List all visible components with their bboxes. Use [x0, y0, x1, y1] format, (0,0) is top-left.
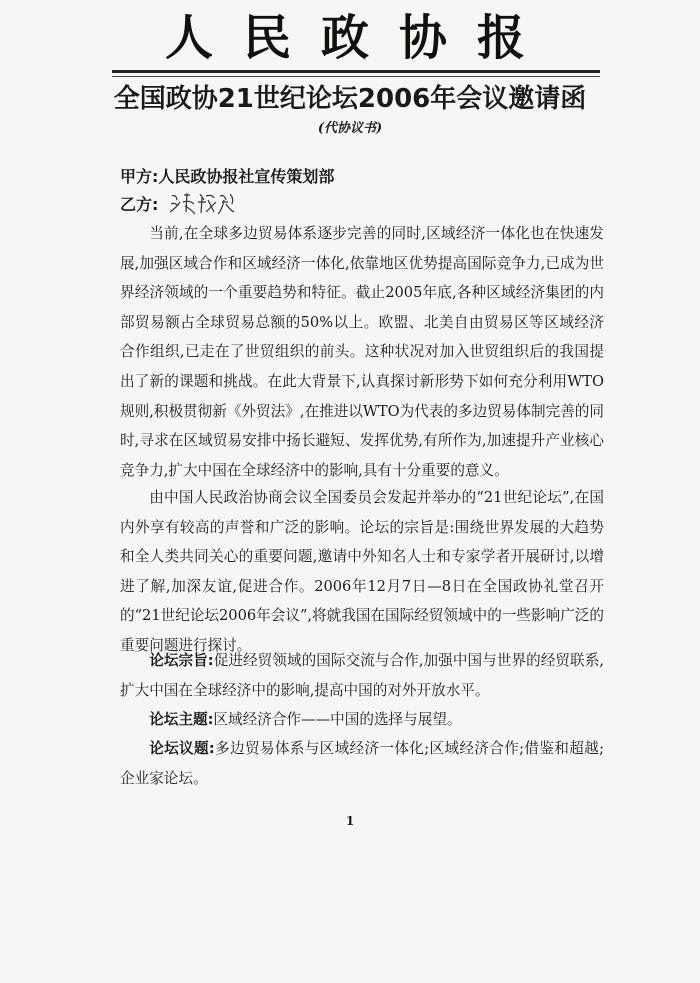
- paragraph-forum-topics: [120, 734, 604, 793]
- masthead-rule-thin: [112, 76, 600, 77]
- purpose-label: 论坛宗旨:: [149, 652, 214, 669]
- document-subtitle: (代协议书): [317, 121, 383, 136]
- document-title: 全国政协21世纪论坛2006年会议邀请函: [113, 84, 587, 114]
- paragraph-text: 当前,在全球多边贸易体系逐步完善的同时,区域经济一体化也在快速发展,加强区域合作和区域经济一体化,依靠地区优势提高国际竞争力,已成为世界经济领域的一个重要趋势和特征。截止2005年底,各种区域经济集团的内部贸易额占全球贸易总额的50%以上。欧盟、北美自由贸易区等区域经济合作组织,已走在了世贸组织的前头。这种状况对加入世贸组织后的我国提出了新的课题和挑战。在此大背景下,认真探讨新形势下如何充分利用WTO规则,积极贯彻新《外贸法》,在推进以WTO为代表的多边贸易体制完善的同时,寻求在区域贸易安排中扬长避短、发挥优势,有所作为,加速提升产业核心竞争力,扩大中国在全球经济中的影响,具有十分重要的意义。: [120, 225, 604, 479]
- page-number: 1: [345, 814, 355, 828]
- theme-label: 论坛主题:: [149, 711, 214, 728]
- newspaper-masthead: 人民政协报: [164, 10, 555, 66]
- party-a: 甲方:人民政协报社宣传策划部: [120, 167, 335, 186]
- paragraph-context: [120, 219, 604, 485]
- masthead-rule: [112, 70, 600, 73]
- party-b-label: 乙方:: [120, 195, 159, 214]
- topics-text: 多边贸易体系与区域经济一体化;区域经济合作;借鉴和超越;企业家论坛。: [120, 740, 604, 787]
- paragraph-forum-purpose: [120, 646, 604, 705]
- paragraph-forum-intro: [120, 483, 604, 661]
- purpose-text: 促进经贸领域的国际交流与合作,加强中国与世界的经贸联系,扩大中国在全球经济中的影响,提高中国的对外开放水平。: [120, 652, 604, 699]
- theme-text: 区域经济合作——中国的选择与展望。: [213, 711, 462, 728]
- topics-label: 论坛议题:: [149, 740, 215, 757]
- paragraph-text: 由中国人民政治协商会议全国委员会发起并举办的“21世纪论坛”,在国内外享有较高的声誉和广泛的影响。论坛的宗旨是:围绕世界发展的大趋势和全人类共同关心的重要问题,邀请中外知名人士和专家学者开展研讨,以增进了解,加深友谊,促进合作。2006年12月7日—8日在全国政协礼堂召开的“21世纪论坛2006年会议”,将就我国在国际经贸领域中的一些影响广泛的重要问题进行探讨。: [120, 489, 604, 654]
- handwritten-signature: [168, 190, 248, 216]
- paragraph-forum-theme: [120, 705, 604, 735]
